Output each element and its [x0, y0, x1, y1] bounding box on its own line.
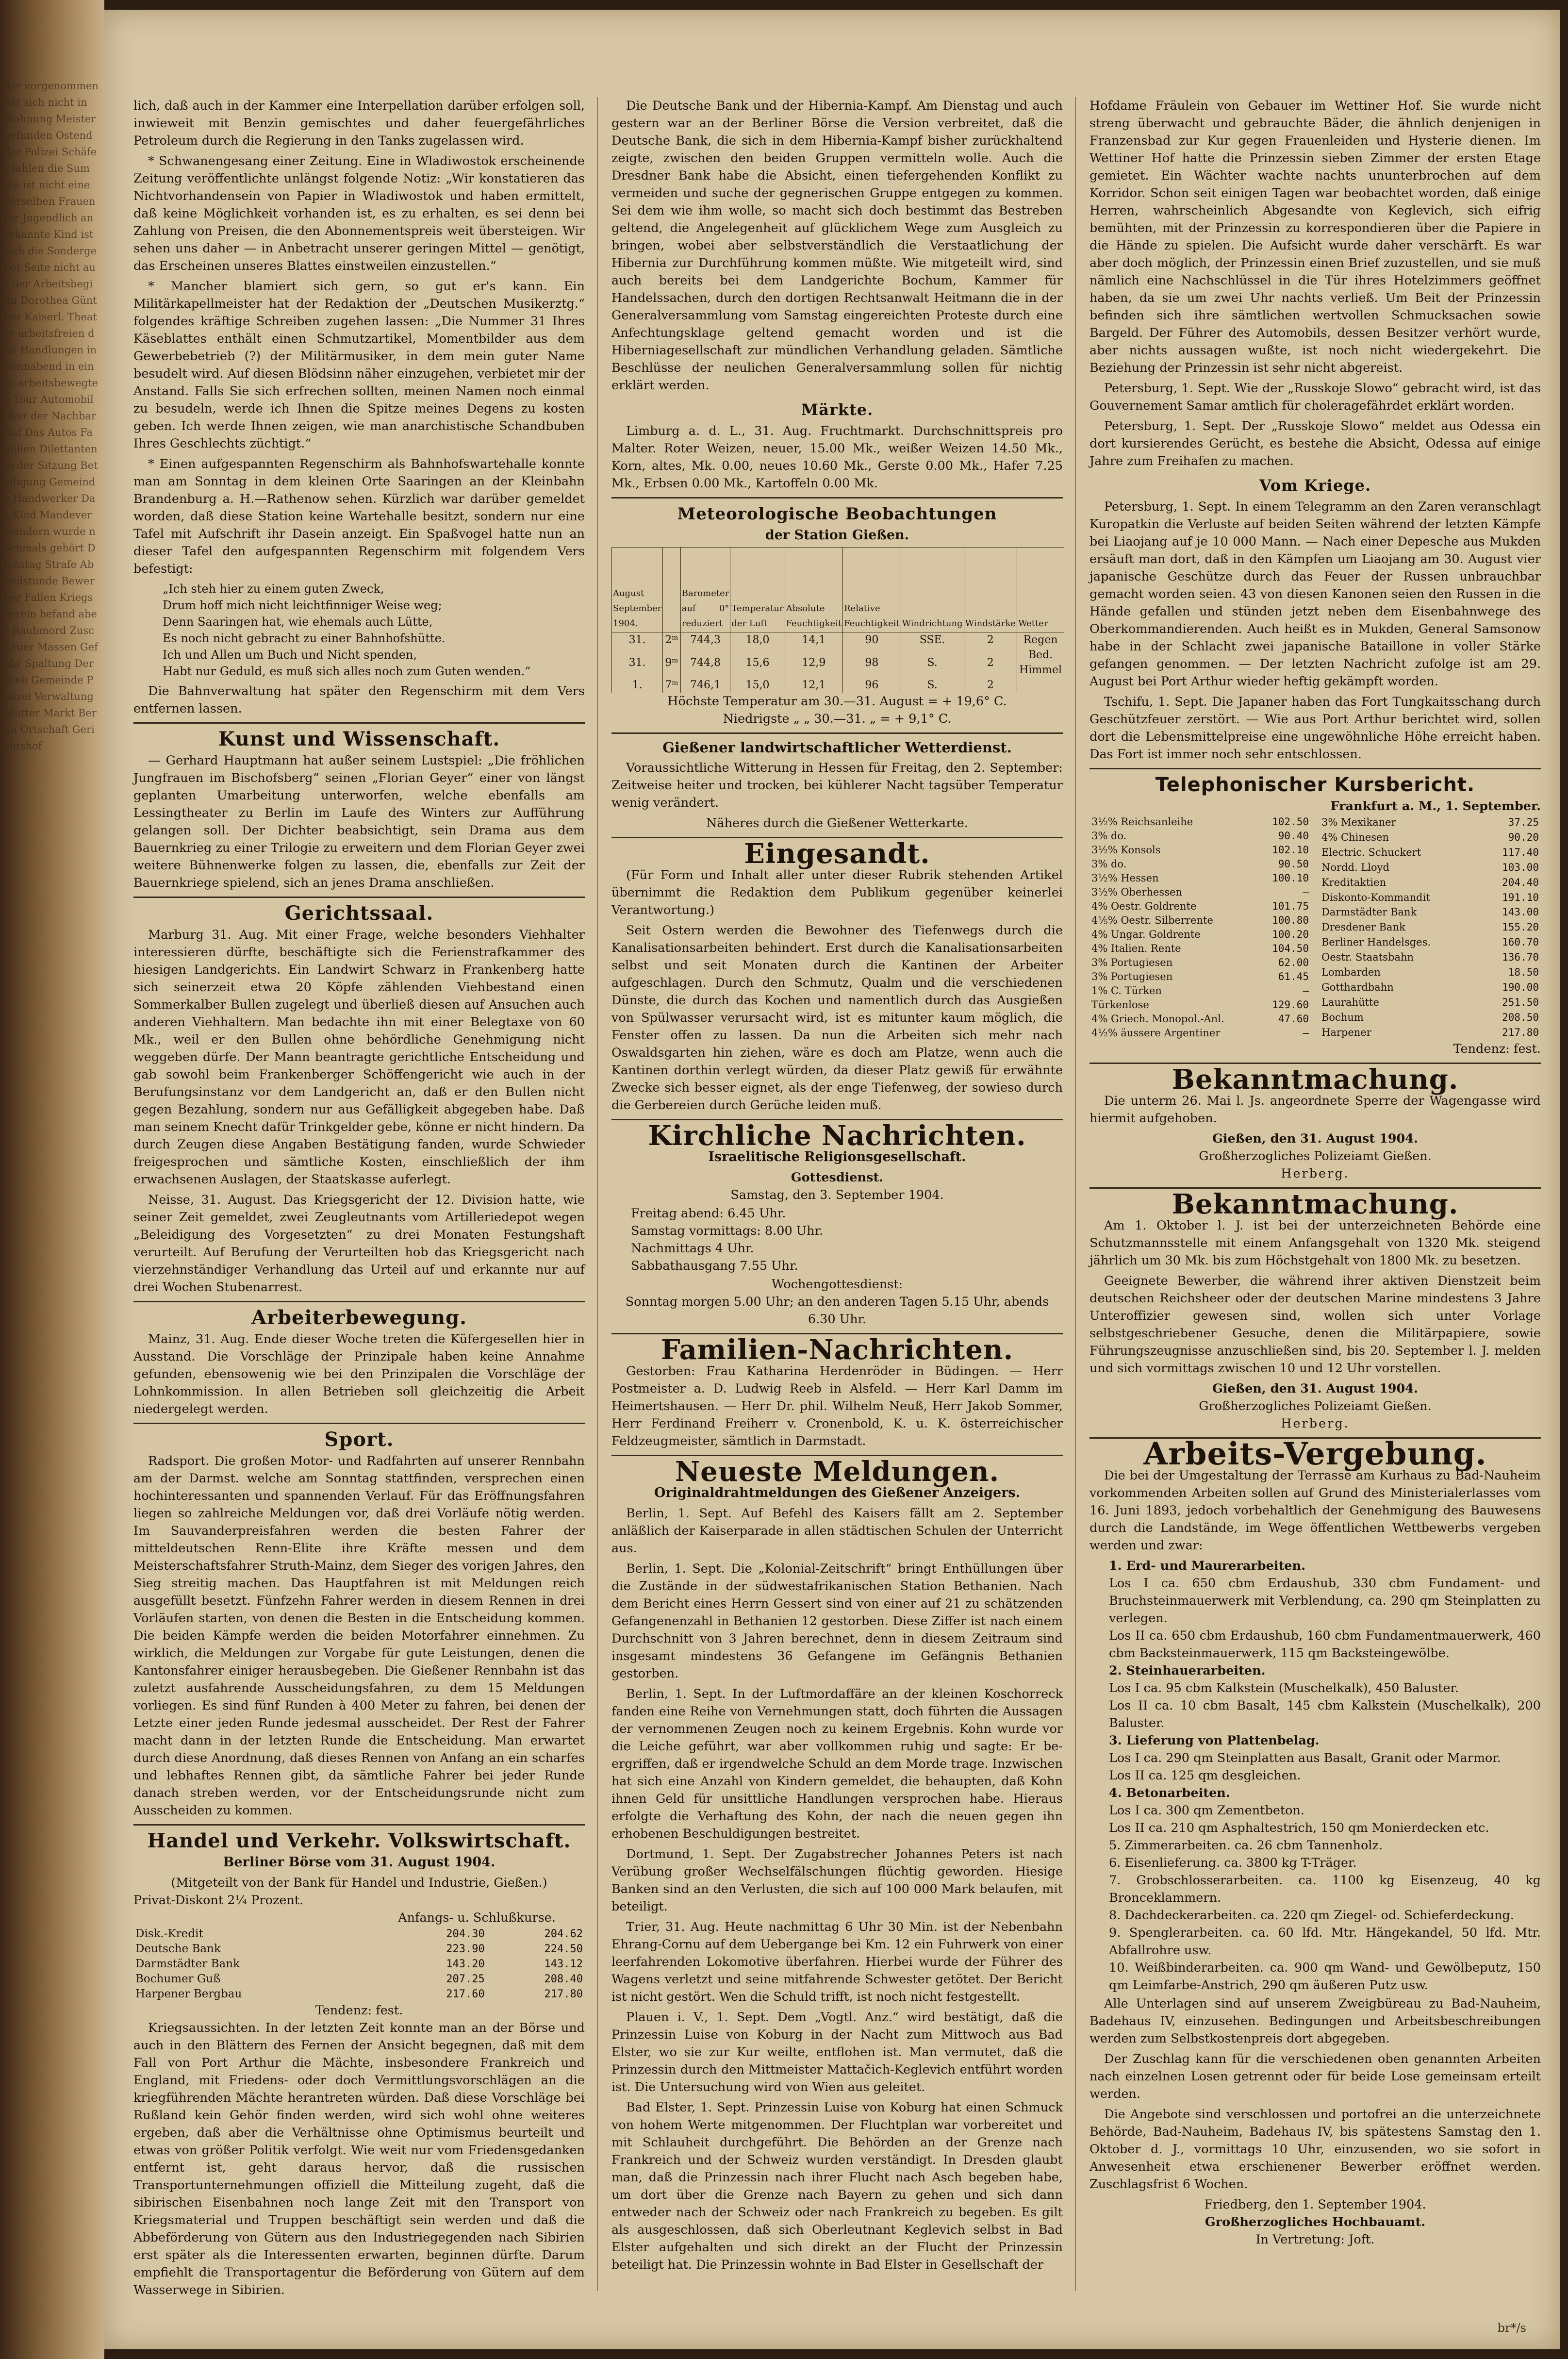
security-name: Lombarden	[1321, 966, 1381, 979]
security-name: 4% Oestr. Goldrente	[1091, 900, 1197, 912]
column-2	[611, 97, 1063, 2276]
article-paragraph: Bad Elster, 1. Sept. Prinzessin Luise von Koburg hat einen Schmuck von hohem Werte mitgenommen. Der Fluchtplan war vorbereitet und mit Schlauheit durchgeführt. Die Behörden an der Grenze nach Frankreich und der Schweiz wurden verständigt. In Dresden glaubt man, daß die Prinzessin nach ihrer Flucht nach Asch begeben habe, um dort über die Grenze nach Bayern zu gehen und sich dann entweder nach der Schweiz oder nach Frankreich zu begeben. Es gilt als ausgeschlossen, daß sich Oberleutnant Keglevich selbst in Bad Elster aufgehalten und sich direkt an der Flucht der Prinzessin beteiligt hat. Die Prinzessin wohnte in Bad Elster in Gesellschaft der	[611, 2100, 1063, 2272]
table-row	[1320, 965, 1541, 980]
cell: 2ᵐ	[663, 632, 681, 648]
section-rule	[133, 1301, 585, 1302]
cell: 15,6	[730, 648, 785, 678]
section-heading: Eingesandt.	[744, 838, 930, 870]
opening-price: 204.30	[446, 1928, 485, 1940]
closing-price: 217.80	[544, 1988, 583, 2000]
table-row	[1320, 845, 1541, 860]
closing-price: 143.12	[544, 1958, 583, 1970]
list-item: 7. Grobschlosserarbeiten. ca. 1100 kg Eisenzeug, 40 kg Bronceklammern.	[1109, 1873, 1541, 1905]
cell: 12,9	[785, 648, 842, 678]
wochengottesdienst-line: Sonntag morgen 5.00 Uhr; an den anderen Tagen 5.15 Uhr, abends 6.30 Uhr.	[625, 1295, 1049, 1327]
table-row	[1320, 980, 1541, 995]
table-row	[1320, 905, 1541, 920]
table-row	[1320, 815, 1541, 830]
price: 103.00	[1502, 861, 1539, 873]
cell: S.	[901, 648, 964, 678]
table-row	[1089, 956, 1311, 970]
list-item: 5. Zimmerarbeiten. ca. 26 cbm Tannenholz.	[1109, 1838, 1383, 1853]
security-name: Deutsche Bank	[135, 1943, 221, 1955]
price: 204.40	[1502, 876, 1539, 888]
article-paragraph: lich, daß auch in der Kammer eine Interpellation darüber erfolgen soll, inwieweit mit Benzin gemischtes und daher feuergefährliches Petroleum durch die Regierung in den Tanks zugelassen wird.	[133, 99, 585, 148]
article-paragraph: * Schwanengesang einer Zeitung. Eine in Wladiwostok erscheinende Zeitung veröffentlichte unlängst folgende Notiz: „Wir konstatieren das Nichtvorhandensein von Papier in Wladiwostok und haben ermittelt, daß keine Möglichkeit vorhanden ist, es zu erhalten, es sei denn bei Zahlung von Preisen, die den Abonnementspreis weit übersteigen. Wir sehen uns daher — in Anbetracht unserer geringen Mittel — genötigt, das Erscheinen unseres Blattes einstweilen einzustellen.“	[133, 154, 585, 273]
column-rule	[597, 97, 598, 2291]
table-row	[1320, 890, 1541, 905]
price: 100.80	[1272, 914, 1309, 926]
price: 191.10	[1502, 891, 1539, 903]
kurs-table-right	[1320, 815, 1541, 1040]
article-paragraph: Seit Ostern werden die Bewohner des Tiefenwegs durch die Kanalisationsarbeiten behindert. Erst durch die Kanalisationsarbeiten selbst und seit Monaten durch die Kantinen der Arbeiter aufgeschlagen. Durch den Schmutz, Qualm und die verschiedenen Dünste, die durch das Kochen und namentlich durch das Ausgießen von Spülwasser verursacht wird, ist es mitunter kaum möglich, die Fenster offen zu lassen. Da nun die Arbeiten sich mehr nach Oswaldsgarten hin ziehen, wäre es doch am Platze, wenn auch die Kantinen dorthin verlegt würden, da dieser Platz gewiß für erwähnte Zwecke sich besser eignet, als der enge Tiefenweg, der sowieso durch die Gerbereien durch Gerüche leiden muß.	[611, 923, 1063, 1113]
meteo-subtitle: der Station Gießen.	[765, 528, 909, 543]
security-name: 3½% Konsols	[1091, 844, 1161, 856]
article-paragraph: Plauen i. V., 1. Sept. Dem „Vogtl. Anz.“ wird bestätigt, daß die Prinzessin Luise von Koburg in der Nacht zum Mittwoch aus Bad Elster, wo sie zur Kur weilte, entflohen ist. Man vermutet, daß die Prinzessin durch den Mittmeister Mattačich-Keglevich entführt worden ist. Die Untersuchung wird von Wien aus geleitet.	[611, 2010, 1063, 2094]
notice-signature: In Vertretung: Joft.	[1255, 2232, 1375, 2247]
cell: 744,8	[680, 648, 730, 678]
article-paragraph: Kriegsaussichten. In der letzten Zeit konnte man an der Börse und auch in den Blättern des Fernen der Ansicht begegnen, daß mit dem Fall von Port Arthur die Mächte, insbesondere Frankreich und England, mit Friedens- oder doch Vermittlungsvorschlägen an die kriegführenden Mächte herantreten würden. Daß diese Vorschläge bei Rußland kein Gehör finden werden, wird sich wohl ohne weiteres ergeben, daß aber die Verhältnisse ohne Optimismus beurteilt und etwas von größer Politik verfolgt. Wie weit nur vom Friedensgedanken entfernt ist, geht daraus hervor, daß die russischen Transportunternehmungen offiziell die Mitteilung zugeht, daß die sibirischen Eisenbahnen noch lange Zeit mit den Transport von Kriegsmaterial und Truppen beschäftigt sein werden und daß die Abbeförderung von Gütern aus den Industriegegenden nach Sibirien erst später als die Interessenten erwarten, beginnen dürfte. Darum empfiehlt die Transportagentur die Beförderung von Gütern auf dem Wasserwege in Sibirien.	[133, 2021, 585, 2297]
article-paragraph: Gestorben: Frau Katharina Herdenröder in Büdingen. — Herr Postmeister a. D. Ludwig Reeb in Alsfeld. — Herr Karl Damm im Heimertshausen. — Herr Dr. phil. Wilhelm Neuß, Herr Jakob Sommer, Herr Ferdinand Freiherr v. Cronenbold, K. u. K. österreichischer Feldzeugmeister, sämtlich in Darmstadt.	[611, 1364, 1063, 1448]
article-paragraph: Berlin, 1. Sept. Auf Befehl des Kaisers fällt am 2. September anläßlich der Kaiserparade in allen städtischen Schulen der Unterricht aus.	[611, 1506, 1063, 1556]
table-row	[1320, 950, 1541, 965]
cell: 9ᵐ	[663, 648, 681, 678]
section-heading: Bekanntmachung.	[1172, 1188, 1459, 1220]
table-row	[1089, 829, 1311, 843]
column-rule	[1075, 97, 1076, 2291]
list-item: 10. Weißbinderarbeiten. ca. 900 qm Wand- und Gewölbeputz, 150 qm Leimfarbe-Anstrich, 290 qm äußeren Putz usw.	[1109, 1960, 1541, 1993]
table-row	[1320, 1010, 1541, 1025]
security-name: Nordd. Lloyd	[1321, 861, 1389, 873]
price: 155.20	[1502, 921, 1539, 933]
kirche-times	[631, 1205, 1063, 1275]
article-paragraph: Berlin, 1. Sept. Die „Kolonial-Zeitschrift“ bringt Enthüllungen über die Zustände in der südwestafrikanischen Station Bethanien. Nach dem Bericht eines Herrn Gessert sind von einer auf 21 zu schätzenden Gefangenenzahl in Bethanien 12 gestorben. Diese Ziffer ist nach einem Durchschnitt von 3 Jahren berechnet, denn in diesem Zeitraum sind insgesamt mindestens 36 Gefangene im Gefängnis Bethanien gestorben.	[611, 1562, 1063, 1681]
cell: 14,1	[785, 632, 842, 648]
table-row	[1089, 970, 1311, 984]
table-row	[1320, 1025, 1541, 1040]
section-heading: Meteorologische Beobachtungen	[677, 504, 997, 524]
cell	[1017, 678, 1064, 693]
table-row	[1320, 860, 1541, 875]
price: 90.40	[1278, 830, 1309, 842]
security-name: Harpener Bergbau	[135, 1988, 242, 2000]
article-paragraph: Die Bahnverwaltung hat später den Regenschirm mit dem Vers entfernen lassen.	[133, 684, 585, 716]
price: 136.70	[1502, 951, 1539, 964]
wochengottesdienst-heading: Wochengottesdienst:	[771, 1277, 903, 1292]
spine-text: der vorgenommen hat sich nicht in Wohnung Meister gefunden Ostend der Polizei Schäfer fehlen die Summe ist nicht eine derselben Frauen für Jugendlich anerkannte Kind ist sich die Sondergebot Seite nicht aus der Arbeitsbeginn Dorothea Günther Kaiserl. Theater arbeitsfreien daß Handlungen in Sonnabend in einer arbeitsbewegten Tour Automobil ober der Nachbar Auf Das Autos Familien Dilettanten in der Sitzung Beteiligung Gemeinde Handwerker Das Kind Mandeverwundern wurde nochmals gehört Dienstag Strafe Abendstunde Bewerber Fallen Kriegsverein befand aber Raubmord Zuschauer Massen Gefahr Spaltung Der Dieb Gemeinde Polizei Verwaltung Mutter Markt Berlin Ortschaft Gerichtshof	[4, 80, 99, 752]
security-name: Harpener	[1321, 1026, 1371, 1038]
list-item: 6. Eisenlieferung. ca. 3800 kg T-Träger.	[1109, 1856, 1357, 1870]
column-header: Windstärke	[964, 548, 1017, 632]
table-row	[1089, 998, 1311, 1012]
cell: 7ᵐ	[663, 678, 681, 693]
price: 100.20	[1272, 929, 1309, 940]
security-name: 3% Portugiesen	[1091, 957, 1173, 968]
table-row	[1320, 830, 1541, 845]
kurs-table-left	[1089, 815, 1311, 1040]
article-paragraph: * Einen aufgespannten Regenschirm als Bahnhofswartehalle konnte man am Sonntag in dem kleinen Orte Saaringen an der Kleinbahn Brandenburg a. H.—Rathenow sehen. Kürzlich war darüber gemeldet worden, daß diese Station keine Wartehalle besitzt, sondern nur eine Tafel mit Aufschrift ihr Dasein anzeigt. Ein Spaßvogel hatte nun an dieser Tafel den aufgespannten Regenschirm mit folgendem Vers befestigt:	[133, 457, 585, 576]
column-header: Wetter	[1017, 548, 1064, 632]
table-row	[133, 1942, 585, 1957]
article-paragraph: Voraussichtliche Witterung in Hessen für Freitag, den 2. September: Zeitweise heiter und trocken, bei kühlerer Nacht tagsüber Temperatur wenig verändert.	[611, 761, 1063, 810]
security-name: 4% Chinesen	[1321, 831, 1389, 843]
poem-line: „Ich steh hier zu einem guten Zweck,	[163, 582, 384, 596]
cell: 31.	[612, 648, 663, 678]
work-items-list	[1109, 1557, 1541, 1994]
kirche-line: Samstag vormittags: 8.00 Uhr.	[631, 1224, 824, 1238]
article-paragraph: (Für Form und Inhalt aller unter dieser Rubrik stehenden Artikel übernimmt die Redaktion dem Publikum gegenüber keinerlei Verantwortung.)	[611, 868, 1063, 917]
column-header: Relative Feuchtigkeit	[843, 548, 901, 632]
article-paragraph: Dortmund, 1. Sept. Der Zugabstrecher Johannes Peters ist nach Verübung großer Wechselfälschungen flüchtig geworden. Hiesige Banken sind an den Verlusten, die sich auf 100 000 Mark belaufen, mit beteiligt.	[611, 1847, 1063, 1914]
article-paragraph: Trier, 31. Aug. Heute nachmittag 6 Uhr 30 Min. ist der Nebenbahn Ehrang-Cornu auf dem Uebergange bei Km. 12 ein Fuhrwerk von einer leerfahrenden Lokomotive überfahren. Hierbei wurde der Führer des Wagens verletzt und seine mitfahrende Schwester getötet. Der Bericht ist nicht gestört. Wen die Schuld trifft, ist noch nicht festgestellt.	[611, 1920, 1063, 2004]
price: 208.50	[1502, 1011, 1539, 1023]
list-item: Los II ca. 210 qm Asphaltestrich, 150 qm Monierdecken etc.	[1109, 1821, 1489, 1835]
price: 102.10	[1272, 844, 1309, 856]
closing-price: 208.40	[544, 1973, 583, 1985]
table-row	[612, 678, 1064, 693]
article-paragraph: — Gerhard Hauptmann hat außer seinem Lustspiel: „Die fröhlichen Jungfrauen im Bischofsberg“ seinen „Florian Geyer“ einer von längst geplanten Umarbeitung unterworfen, welche ebenfalls am Lessingtheater zu Berlin im Laufe des Winters zur Aufführung gelangen soll. Der Dichter beabsichtigt, sein Drama aus dem Bauernkrieg zu einer Trilogie zu erweitern und dem Florian Geyer zwei weitere Bühnenwerke folgen zu lassen, die, ebenfalls zur Zeit der Bauernkriege spielend, sich an jenes Drama anschließen.	[133, 753, 585, 890]
cell: 15,0	[730, 678, 785, 693]
table-row	[1089, 871, 1311, 885]
security-name: Diskonto-Kommandit	[1321, 891, 1430, 903]
security-name: 3% Portugiesen	[1091, 971, 1173, 982]
poem-line: Habt nur Geduld, es muß sich alles noch zum Guten wenden.“	[163, 665, 531, 678]
section-rule	[133, 722, 585, 724]
article-paragraph: Alle Unterlagen sind auf unserem Zweigbüreau zu Bad-Nauheim, Badehaus IV, einzusehen. Bedingungen und Arbeitsbeschreibungen werden zum Selbstkostenpreis dort abgegeben.	[1089, 1996, 1541, 2046]
list-item: 1. Erd- und Maurerarbeiten.	[1109, 1559, 1305, 1573]
article-paragraph: Die unterm 26. Mai l. Js. angeordnete Sperre der Wagengasse wird hiermit aufgehoben.	[1089, 1094, 1541, 1126]
tendenz: Tendenz: fest.	[315, 2003, 403, 2018]
cell: S.	[901, 678, 964, 693]
cell: SSE.	[901, 632, 964, 648]
notice-date: Friedberg, den 1. September 1904.	[1204, 2197, 1426, 2212]
meteo-table	[611, 547, 1064, 693]
poem-line: Es noch nicht gebracht zu einer Bahnhofshütte.	[163, 631, 446, 645]
opening-price: 207.25	[446, 1973, 485, 1985]
price: 251.50	[1502, 997, 1539, 1009]
column-header: Barometer auf 0° reduziert	[680, 548, 730, 632]
price: —	[1303, 985, 1309, 997]
price: —	[1303, 1027, 1309, 1039]
price: 90.50	[1278, 858, 1309, 870]
price: 100.10	[1272, 872, 1309, 884]
security-name: Dresdener Bank	[1321, 921, 1405, 933]
section-heading: Sport.	[324, 1428, 394, 1451]
section-heading: Arbeits-Vergebung.	[1143, 1436, 1487, 1472]
poem-line: Ich und Allen um Buch und Nicht spenden,	[163, 648, 417, 662]
kirche-line: Samstag, den 3. September 1904.	[730, 1188, 944, 1202]
table-row	[1089, 1012, 1311, 1026]
section-heading: Bekanntmachung.	[1172, 1063, 1459, 1096]
notice-date: Gießen, den 31. August 1904.	[1212, 1381, 1418, 1396]
table-row	[1089, 928, 1311, 942]
notice-signature: Herberg.	[1281, 1166, 1350, 1181]
kirche-line: Freitag abend: 6.45 Uhr.	[631, 1206, 786, 1221]
cell: Bed. Himmel	[1017, 648, 1064, 678]
boerse-title: Berliner Börse vom 31. August 1904.	[223, 1855, 495, 1870]
list-item: 9. Spenglerarbeiten. ca. 60 lfd. Mtr. Hängekandel, 50 lfd. Mtr. Abfallrohre usw.	[1109, 1926, 1541, 1958]
security-name: 3½% Reichsanleihe	[1091, 816, 1193, 828]
list-item: 3. Lieferung von Plattenbelag.	[1109, 1733, 1320, 1748]
price: 217.80	[1502, 1026, 1539, 1038]
price: —	[1303, 886, 1309, 898]
table-row	[1089, 885, 1311, 899]
security-name: 3½% Oberhessen	[1091, 886, 1182, 898]
boerse-table	[133, 1927, 585, 2002]
price: 47.60	[1278, 1013, 1309, 1025]
notice-signature: Herberg.	[1281, 1416, 1350, 1431]
price: 61.45	[1278, 971, 1309, 982]
cell: 96	[843, 678, 901, 693]
security-name: Darmstädter Bank	[1321, 906, 1417, 918]
opening-price: 143.20	[446, 1958, 485, 1970]
section-rule	[611, 497, 1063, 498]
table-row	[133, 1972, 585, 1987]
security-name: 4⅕% Oestr. Silberrente	[1091, 914, 1213, 926]
kurs-tendenz: Tendenz: fest.	[1453, 1042, 1541, 1056]
column-header	[663, 548, 681, 632]
table-row	[612, 648, 1064, 678]
book-binding	[0, 0, 104, 2359]
column-1	[133, 97, 585, 2302]
kurs-tables	[1089, 815, 1541, 1040]
article-paragraph: Geeignete Bewerber, die während ihrer aktiven Dienstzeit beim deutschen Reichsheer oder der deutschen Marine mindestens 3 Jahre Unteroffizier gewesen sind, wollen sich unter Vorlage selbstgeschriebener Gesuche, denen die Militärpapiere, sowie Führungszeugnisse anzuschließen sind, bis 20. September l. J. melden und sich vormittags zwischen 10 und 12 Uhr vorstellen.	[1089, 1274, 1541, 1376]
cell: 98	[843, 648, 901, 678]
table-row	[1089, 857, 1311, 871]
opening-price: 217.60	[446, 1988, 485, 2000]
list-item: Los I ca. 95 cbm Kalkstein (Muschelkalk), 450 Baluster.	[1109, 1681, 1459, 1695]
article-paragraph: Berlin, 1. Sept. In der Luftmordaffäre an der kleinen Koschorreck fanden eine Reihe von Vernehmungen statt, doch führten die Aussagen der vernommenen Zeugen noch zu keinem Ergebnis. Kohn wurde vor die Leiche geführt, war aber vollkommen ruhig und sagte: Er be-ergriffen, daß er irgendwelche Schuld an dem Morde trage. Inzwischen hat sich eine Anzahl von Kindern gemeldet, die behaupten, daß Kohn ihnen Geld für unsittliche Handlungen versprochen habe. Hieraus erfolgte die Verhaftung des Kohn, der nach die neuen gegen ihn erhobenen Beschuldigungen bestreitet.	[611, 1687, 1063, 1841]
table-row	[133, 1957, 585, 1972]
print-mark: br*/s	[1497, 2321, 1526, 2335]
price: 143.00	[1502, 906, 1539, 918]
privat-diskont: Privat-Diskont 2¼ Prozent.	[133, 1893, 304, 1908]
section-rule	[1089, 768, 1541, 769]
list-item: Los I ca. 290 qm Steinplatten aus Basalt, Granit oder Marmor.	[1109, 1751, 1501, 1765]
section-heading: Vom Kriege.	[1259, 476, 1371, 495]
kirche-subtitle: Israelitische Religionsgesellschaft.	[708, 1149, 966, 1164]
table-row	[133, 1987, 585, 2002]
article-paragraph: Limburg a. d. L., 31. Aug. Fruchtmarkt. Durchschnittspreis pro Malter. Roter Weizen, neuer, 15.00 Mk., weißer Weizen 14.50 Mk., Korn, altes, Mk. 0.00, neues 10.60 Mk., Gerste 0.00 Mk., Hafer 7.25 Mk., Erbsen 0.00 Mk., Kartoffeln 0.00 Mk.	[611, 424, 1063, 491]
price: 101.75	[1272, 900, 1309, 912]
poem-line: Drum hoff mich nicht leichtfinniger Weise weg;	[163, 598, 442, 612]
closing-price: 224.50	[544, 1943, 583, 1955]
section-rule	[133, 1824, 585, 1826]
boerse-column-head: Anfangs- u. Schlußkurse.	[398, 1910, 556, 1925]
notice-authority: Großherzogliches Polizeiamt Gießen.	[1199, 1399, 1432, 1413]
cell: 31.	[612, 632, 663, 648]
section-heading: Neueste Meldungen.	[675, 1456, 1000, 1488]
cell: 2	[964, 632, 1017, 648]
security-name: 3% Mexikaner	[1321, 816, 1396, 828]
cell: 1.	[612, 678, 663, 693]
poem-line: Denn Saaringen hat, wie ehemals auch Lütte,	[163, 615, 433, 629]
article-paragraph: Mainz, 31. Aug. Ende dieser Woche treten die Küfergesellen hier in Ausstand. Die Vorschläge der Prinzipale haben keine Annahme gefunden, ebensowenig wie bei den Prinzipalen die Vorschläge der Lohnkommission. In allen Betrieben soll gleichzeitig die Arbeit niedergelegt werden.	[133, 1332, 585, 1416]
security-name: Electric. Schuckert	[1321, 846, 1421, 858]
security-name: Disk.-Kredit	[135, 1927, 203, 1940]
meteo-min: Niedrigste „ „ 30.—31. „ = + 9,1° C.	[723, 712, 952, 726]
security-name: 3% do.	[1091, 830, 1127, 842]
price: 102.50	[1272, 816, 1309, 828]
table-row	[133, 1927, 585, 1942]
section-heading: Gießener landwirtschaftlicher Wetterdienst.	[662, 739, 1012, 756]
table-row	[1089, 815, 1311, 829]
notice-authority: Großherzogliches Polizeiamt Gießen.	[1199, 1149, 1432, 1163]
article-paragraph: Tschifu, 1. Sept. Die Japaner haben das Fort Tungkaitsschang durch Geschützfeuer zerstört. — Wie aus Port Arthur berichtet wird, sollen dort die Lebensmittelpreise eine ungewöhnliche Höhe erreicht haben. Das Fort ist immer noch sehr entschlossen.	[1089, 695, 1541, 762]
table-row	[1089, 914, 1311, 928]
security-name: 3% do.	[1091, 858, 1127, 870]
cell: 746,1	[680, 678, 730, 693]
section-heading: Kirchliche Nachrichten.	[648, 1120, 1026, 1152]
list-item: 8. Dachdeckerarbeiten. ca. 220 qm Ziegel- od. Schieferdeckung.	[1109, 1908, 1514, 1923]
security-name: Kreditaktien	[1321, 876, 1386, 888]
list-item: Los I ca. 650 cbm Erdaushub, 330 cbm Fundament- und Bruchsteinmauerwerk mit Verblendung, ca. 290 qm Steinplatten zu verlegen.	[1109, 1576, 1541, 1626]
gottesdienst-heading: Gottesdienst.	[791, 1170, 884, 1185]
price: 190.00	[1502, 981, 1539, 994]
kirche-line: Nachmittags 4 Uhr.	[631, 1241, 754, 1256]
price: 62.00	[1278, 957, 1309, 968]
notice-authority: Großherzogliches Hochbauamt.	[1205, 2215, 1426, 2229]
article-paragraph: Der Zuschlag kann für die verschiedenen oben genannten Arbeiten nach einzelnen Losen getrennt oder für beide Lose gemeinsam erteilt werden.	[1089, 2052, 1541, 2101]
article-paragraph: Am 1. Oktober l. J. ist bei der unterzeichneten Behörde eine Schutzmannsstelle mit einem Anfangsgehalt von 1320 Mk. steigend jährlich um 30 Mk. bis zum Höchstgehalt von 1800 Mk. zu besetzen.	[1089, 1218, 1541, 1268]
section-heading: Arbeiterbewegung.	[251, 1306, 467, 1329]
column-header: Absolute Feuchtigkeit	[785, 548, 842, 632]
list-item: 2. Steinhauerarbeiten.	[1109, 1663, 1266, 1678]
security-name: 4% Ungar. Goldrente	[1091, 929, 1201, 940]
section-heading: Handel und Verkehr. Volkswirtschaft.	[147, 1829, 571, 1852]
section-heading: Kunst und Wissenschaft.	[218, 728, 500, 750]
article-paragraph: Petersburg, 1. Sept. Wie der „Russkoje Slowo“ gebracht wird, ist das Gouvernement Samar amtlich für choleragefährdet erklärt worden.	[1089, 381, 1541, 413]
section-heading: Märkte.	[801, 400, 874, 419]
article-paragraph: Die Angebote sind verschlossen und portofrei an die unterzeichnete Behörde, Bad-Nauheim, Badehaus IV, bis spätestens Samstag den 1. Oktober d. J., vormittags 10 Uhr, einzusenden, wo sie sofort in Anwesenheit etwa erschienener Bewerber eröffnet werden. Zuschlagsfrist 6 Wochen.	[1089, 2107, 1541, 2192]
article-paragraph: Petersburg, 1. Sept. Der „Russkoje Slowo“ meldet aus Odessa ein dort kursierendes Gerücht, es bestehe die Absicht, Odessa auf einige Jahre zum Freihafen zu machen.	[1089, 419, 1541, 468]
meteo-max: Höchste Temperatur am 30.—31. August = + 19,6° C.	[667, 694, 1007, 709]
column-header: Windrichtung	[901, 548, 964, 632]
neueste-subtitle: Originaldrahtmeldungen des Gießener Anzeigers.	[654, 1485, 1020, 1500]
article-paragraph: Die bei der Umgestaltung der Terrasse am Kurhaus zu Bad-Nauheim vorkommenden Arbeiten sollen auf Grund des Ministerialerlasses vom 16. Juni 1893, jedoch vorbehaltlich der Genehmigung des Bauwesens durch die Landstände, im Wege öffentlichen Wettbewerbs vergeben werden und zwar:	[1089, 1468, 1541, 1553]
newspaper-page	[104, 10, 1560, 2349]
article-note: Näheres durch die Gießener Wetterkarte.	[706, 816, 968, 831]
closing-price: 204.62	[544, 1928, 583, 1940]
article-paragraph: Hofdame Fräulein von Gebauer im Wettiner Hof. Sie wurde nicht streng überwacht und gebrauchte Bäder, die ähnlich denjenigen in Franzensbad zur Kur gegen Frauenleiden und Hysterie dienen. Im Wettiner Hof hatte die Prinzessin sieben Zimmer der ersten Etage gemietet. Ein Wächter wachte nachts ununterbrochen auf dem Korridor. Schon seit einigen Tagen war beobachtet worden, daß einige Herren, wahrscheinlich Abgesandte von Keglevich, sich eifrig bemühten, mit der Prinzessin zu korrespondieren über die Papiere in die Hände zu spielen. Die Aufsicht wurde daher verschärft. Es war aber doch möglich, der Prinzessin einen Brief zuzustellen, und sie muß nämlich eine Nachschlüssel in die Tür ihres Hotelzimmers geöffnet haben, da sie um zwei Uhr nachts verließ. Um Beit der Prinzessin befinden sich ihre sämtlichen wertvollen Schmucksachen sowie Bargeld. Der Führer des Automobils, dessen Besitzer verhört wurde, aber nichts aussagen wußte, ist noch nicht wiedergekehrt. Die Beziehung der Prinzessin ist sehr nicht abgereist.	[1089, 99, 1541, 375]
article-paragraph: Radsport. Die großen Motor- und Radfahrten auf unserer Rennbahn am der Darmst. welche am Sonntag stattfinden, versprechen einen hochinteressanten und spannenden Verlauf. Für das Eröffnungsfahren liegen so zahlreiche Meldungen vor, daß drei Vorläufe nötig werden. Im Sauvanderpreisfahren werden die besten Fahrer der mitteldeutschen Renn-Elite ihre Kräfte messen und dem Meisterschaftsfahrer Struth-Mainz, dem Sieger des vorigen Jahres, den Sieg streitig machen. Das Hauptfahren ist mit Meldungen reich ausgefüllt besetzt. Fünfzehn Fahrer werden in diesem Rennen in drei Vorläufen starten, von denen die Besten in die Entscheidung kommen. Die beiden Kämpfe werden die beiden Motorfahrer einnehmen. Zu wirklich, die Meldungen zur Vorgabe für gute Leistungen, denen die Kantonsfahrer einiger herausbegeben. Die Gießener Rennbahn ist das zuletzt ausfahrende Ausscheidungsfahren, zu dem 15 Meldungen vorliegen. Es sind fünf Runden à 400 Meter zu fahren, bei denen der Letzte einer jeden Runde jedesmal ausscheidet. Der Rest der Fahrer macht dann in der letzten Runde die Entscheidung. Man erwartet durch diese Anordnung, daß dieses Rennen von Anfang an ein scharfes und lebhaftes Rennen gibt, da sämtliche Fahrer bei jeder Runde danach streben werden, vor der Entscheidungsrunde nicht zum Ausscheiden zu kommen.	[133, 1454, 585, 1818]
boerse-subtitle: (Mitgeteilt von der Bank für Handel und Industrie, Gießen.)	[171, 1876, 547, 1890]
cell: 18,0	[730, 632, 785, 648]
security-name: Bochum	[1321, 1011, 1364, 1023]
table-row	[1320, 935, 1541, 950]
cell: Regen	[1017, 632, 1064, 648]
section-heading: Telephonischer Kursbericht.	[1155, 774, 1475, 796]
table-row	[1320, 875, 1541, 890]
list-item: 4. Betonarbeiten.	[1109, 1786, 1230, 1800]
security-name: Gotthardbahn	[1321, 981, 1394, 994]
security-name: Laurahütte	[1321, 997, 1379, 1009]
section-rule	[611, 732, 1063, 734]
cell: 2	[964, 648, 1017, 678]
list-item: Los II ca. 125 qm desgleichen.	[1109, 1768, 1301, 1783]
security-name: Darmstädter Bank	[135, 1958, 240, 1970]
article-paragraph: Marburg 31. Aug. Mit einer Frage, welche besonders Viehhalter interessieren dürfte, beschäftigte sich die Ferienstrafkammer des hiesigen Landgerichts. Ein Landwirt Schwarz in Frankenberg hatte sich seinerzeit etwa 20 Köpfe zählenden Viehbestand einen Sommerkalber Bullen zugelegt und überließ diesen auf Ansuchen auch anderen Viehhaltern. Man bedachte ihn mit einer Belegtaxe von 60 Mk., weil er den Bullen ohne behördliche Genehmigung nicht weggeben dürfe. Der Mann beantragte gerichtliche Entscheidung und gab sowohl beim Frankenberger Schöffengericht wie auch in der Berufungsinstanz vor dem Landgericht an, daß er den Bullen nicht gegen Bezahlung, sondern nur aus Gefälligkeit abgegeben habe. Daß man seinem Knecht dafür Trinkgelder gebe, könne er nicht hindern. Da durch Zeugen diese Angaben Bestätigung fanden, wurde Schwieder freigesprochen und sämtliche Kosten, einschließlich der ihm erwachsenen Auslagen, der Staatskasse auferlegt.	[133, 928, 585, 1187]
cell: 12,1	[785, 678, 842, 693]
cell: 2	[964, 678, 1017, 693]
opening-price: 223.90	[446, 1943, 485, 1955]
price: 117.40	[1502, 846, 1539, 858]
table-row	[1320, 995, 1541, 1010]
cell: 90	[843, 632, 901, 648]
section-rule	[133, 897, 585, 898]
security-name: Bochumer Guß	[135, 1973, 221, 1985]
column-header: Temperatur der Luft	[730, 548, 785, 632]
price: 90.20	[1508, 831, 1539, 843]
security-name: 1% C. Türken	[1091, 985, 1162, 997]
table-row	[1089, 942, 1311, 956]
price: 129.60	[1272, 999, 1309, 1011]
kurs-subtitle: Frankfurt a. M., 1. September.	[1330, 799, 1541, 814]
section-heading: Familien-Nachrichten.	[660, 1334, 1014, 1366]
security-name: Türkenlose	[1091, 999, 1149, 1011]
notice-date: Gießen, den 31. August 1904.	[1212, 1131, 1418, 1146]
list-item: Los II ca. 650 cbm Erdaushub, 160 cbm Fundamentmauerwerk, 460 cbm Backsteinmauerwerk, 115 qm Backsteingewölbe.	[1109, 1628, 1541, 1661]
price: 160.70	[1502, 936, 1539, 948]
kirche-line: Sabbathausgang 7.55 Uhr.	[631, 1259, 798, 1273]
cell: 744,3	[680, 632, 730, 648]
security-name: Oestr. Staatsbahn	[1321, 951, 1414, 964]
article-paragraph: Die Deutsche Bank und der Hibernia-Kampf. Am Dienstag und auch gestern war an der Berliner Börse die Version verbreitet, daß die Deutsche Bank, die sich in dem Hibernia-Kampf bisher zurückhaltend zeigte, zwischen den beiden Gruppen vermitteln wolle. Auch die Dresdner Bank habe die Absicht, einen tiefergehenden Konflikt zu vermeiden und suche der gegnerischen Gruppe entgegen zu kommen. Sei dem wie ihm wolle, so macht sich doch bestimmt das Bestreben geltend, die Angelegenheit auf glücklichem Wege zum Ausgleich zu bringen, wobei aber selbstverständlich die Verstaatlichung der Hibernia zur Durchführung kommen müßte. Wie mitgeteilt wird, sind auch bereits bei dem Landgerichte Bochum, Kammer für Handelssachen, durch den dortigen Rechtsanwalt Heitmann die in der Generalversammlung vom Samstag eingereichten Proteste durch eine Anfechtungsklage geltend gemacht worden und ist die Hiberniagesellschaft zur mündlichen Verhandlung geladen. Sämtliche Beschlüsse der neulichen Generalversammlung sollen für nichtig erklärt werden.	[611, 99, 1063, 393]
article-paragraph: Petersburg, 1. Sept. In einem Telegramm an den Zaren veranschlagt Kuropatkin die Verluste auf beiden Seiten während der letzten Kämpfe bei Liaojang auf je 10 000 Mann. — Nach einer Depesche aus Mukden ersäuft man dort, daß in den Kämpfen um Liaojang am 30. August vier japanische Geschütze durch das Feuer der Russen unbrauchbar gemacht worden seien. 43 von diesen Kanonen seien den Russen in die Hände gefallen und stünden jetzt neben dem Eisenbahnwege des Oberkommandierenden. Auch heißt es in Mukden, General Samsonow habe in der Schlacht zwei japanische Bataillone in voller Stärke gefangen genommen. — Der letzten Nachricht zufolge ist am 29. August bei Port Arthur wieder heftig gekämpft worden.	[1089, 499, 1541, 689]
column-3	[1089, 97, 1541, 2248]
poem	[163, 581, 585, 680]
price: 37.25	[1508, 816, 1539, 828]
security-name: 3½% Hessen	[1091, 872, 1159, 884]
column-header: August September 1904.	[612, 548, 663, 632]
section-rule	[133, 1423, 585, 1424]
section-heading: Gerichtssaal.	[284, 902, 434, 925]
security-name: 4½% äussere Argentiner	[1091, 1027, 1221, 1039]
table-row	[612, 632, 1064, 648]
table-header-row	[612, 548, 1064, 632]
table-row	[1089, 899, 1311, 914]
list-item: Los II ca. 10 cbm Basalt, 145 cbm Kalkstein (Muschelkalk), 200 Baluster.	[1109, 1698, 1541, 1730]
table-row	[1089, 1026, 1311, 1040]
article-paragraph: Neisse, 31. August. Das Kriegsgericht der 12. Division hatte, wie seiner Zeit gemeldet, zwei Zeugleutnants vom Artilleriedepot wegen „Beleidigung des Vorgesetzten“ zu drei Monaten Festungshaft verurteilt. Auf Berufung der Verurteilten hob das Kriegsgericht nach vierzehnständiger Verhandlung das Urteil auf und erkannte nur auf drei Wochen Stubenarrest.	[133, 1193, 585, 1295]
article-paragraph: * Mancher blamiert sich gern, so gut er's kann. Ein Militärkapellmeister hat der Redaktion der „Deutschen Musikerztg.“ folgendes kräftige Schreiben zugehen lassen: „Die Nummer 31 Ihres Käseblattes enthält einen Schmutzartikel, Momentbilder aus dem Gewerbebetrieb (?) der Militärmusiker, in dem mein guter Name besudelt wird. Auf diesen Blödsinn näher einzugehen, verbietet mir der Anstand. Falls Sie sich erfrechen sollten, meinen Namen noch einmal zu besudeln, werde ich Ihnen die Spitze meines Degens zu kosten geben. Ich werde Ihnen zeigen, wie man anarchistische Schandbuben Ihres Geschlechts züchtigt.“	[133, 279, 585, 451]
price: 18.50	[1508, 966, 1539, 979]
table-row	[1089, 984, 1311, 998]
table-row	[1320, 920, 1541, 935]
list-item: Los I ca. 300 qm Zementbeton.	[1109, 1803, 1305, 1818]
price: 104.50	[1272, 943, 1309, 954]
security-name: Berliner Handelsges.	[1321, 936, 1431, 948]
table-row	[1089, 843, 1311, 857]
security-name: 4% Griech. Monopol.-Anl.	[1091, 1013, 1224, 1025]
security-name: 4% Italien. Rente	[1091, 943, 1181, 954]
